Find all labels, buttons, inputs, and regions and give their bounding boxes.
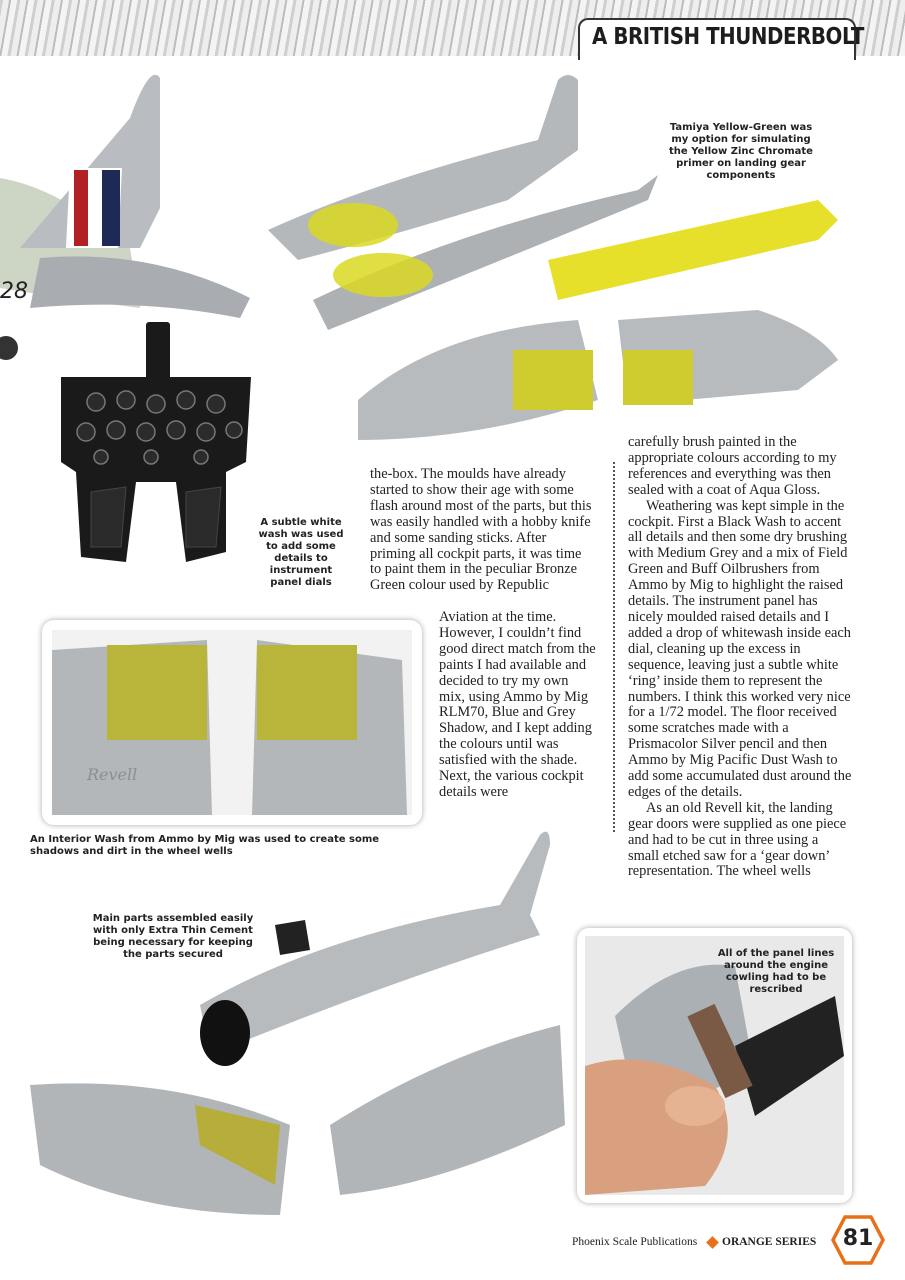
revell-logo: Revell (87, 765, 138, 784)
footer-diamond-icon (706, 1236, 719, 1249)
footer-publisher: Phoenix Scale Publications (572, 1236, 698, 1248)
body-paragraph: the-box. The moulds have already started to show their age with some flash around most of the parts, but this was easily handled with a hobby knife and some sanding sticks. After priming all cockpit parts, it was time to paint them in the peculiar Bronze Green colour used by Republic (370, 466, 592, 594)
column-divider (613, 462, 615, 832)
caption-panel-lines: All of the panel lines around the engine cowling had to be rescribed (717, 948, 835, 995)
caption-yellow-green: Tamiya Yellow-Green was my option for simulating the Yellow Zinc Chromate primer on landing gear components (669, 122, 813, 181)
body-column-1b (439, 610, 597, 801)
body-paragraph: Weathering was kept simple in the cockpit. First a Black Wash to accent all details and then some dry brushing with Medium Grey and a mix of Field Green and Buff Oilbrushers from Ammo by Mig to highlight the raised details. The instrument panel has nicely moulded raised details and I added a drop of whitewash inside each dial, cleaning up the excess in sequence, leaving just a subtle white ‘ring’ inside them to represent the numbers. I think this worked very nice for a 1/72 model. The floor received some scratches made with a Prismacolor Silver pencil and then Ammo by Mig Pacific Dust Wash to add some accumulated dust around the edges of the details. (628, 497, 852, 800)
tail-number: 28 (0, 279, 28, 304)
body-column-1 (370, 467, 595, 594)
page-title: A BRITISH THUNDERBOLT (592, 24, 864, 50)
caption-main-parts: Main parts assembled easily with only Extra Thin Cement being necessary for keeping the parts secured (92, 913, 254, 960)
caption-interior-wash: An Interior Wash from Ammo by Mig was used to create some shadows and dirt in the wheel wells (30, 834, 380, 857)
body-paragraph: carefully brush painted in the appropriate colours according to my references and everything was then sealed with a coat of Aqua Gloss. (628, 434, 837, 498)
photo-fuselage-halves (258, 60, 858, 460)
page-number: 81 (842, 1226, 874, 1251)
photo-assembled-parts (20, 825, 580, 1225)
photo-instrument-panel (56, 322, 256, 587)
photo-wheel-wells (52, 630, 412, 815)
body-column-2 (628, 435, 852, 880)
caption-white-wash: A subtle white wash was used to add some details to instrument panel dials (258, 517, 344, 588)
footer-series: ORANGE SERIES (722, 1236, 817, 1248)
body-paragraph: Aviation at the time. However, I couldn’t find good direct match from the paints I had available and decided to try my own mix, using Ammo by Mig RLM70, Blue and Grey Shadow, and I kept adding the colours until was satisfied with the shade. Next, the various cockpit details were (439, 609, 596, 800)
body-paragraph: As an old Revell kit, the landing gear doors were supplied as one piece and had to be cut in three using a small etched saw for a ‘gear down’ representation. The wheel wells (628, 799, 847, 880)
